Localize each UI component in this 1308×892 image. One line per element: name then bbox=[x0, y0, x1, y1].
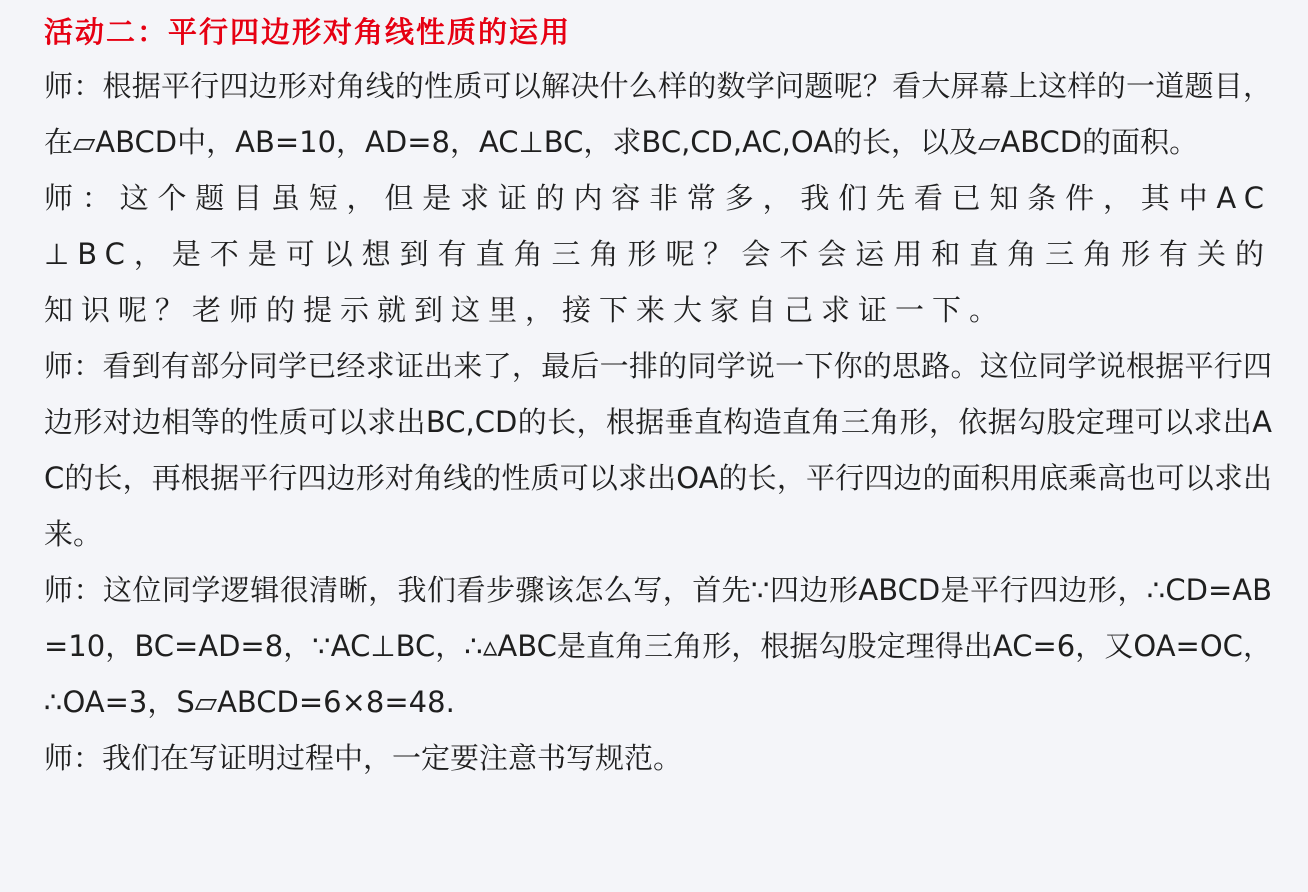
paragraph-2: 师：这个题目虽短，但是求证的内容非常多，我们先看已知条件，其中AC⊥BC，是不是可以想到有直角三角形呢？会不会运用和直角三角形有关的知识呢？老师的提示就到这里，接下来大家自己求证一下。 bbox=[44, 181, 1272, 327]
paragraph-5: 师：我们在写证明过程中，一定要注意书写规范。 bbox=[44, 741, 683, 775]
paragraph-3: 师：看到有部分同学已经求证出来了，最后一排的同学说一下你的思路。这位同学说根据平行四边形对边相等的性质可以求出BC,CD的长，根据垂直构造直角三角形，依据勾股定理可以求出AC的长，再根据平行四边形对角线的性质可以求出OA的长，平行四边的面积用底乘高也可以求出来。 bbox=[44, 349, 1272, 551]
section-title: 活动二：平行四边形对角线性质的运用 bbox=[44, 15, 572, 49]
paragraph-4: 师：这位同学逻辑很清晰，我们看步骤该怎么写，首先∵四边形ABCD是平行四边形，∴CD=AB=10，BC=AD=8，∵AC⊥BC，∴▵ABC是直角三角形，根据勾股定理得出AC=6，又OA=OC，∴OA=3，S▱ABCD=6×8=48. bbox=[44, 573, 1272, 719]
paragraph-1: 师：根据平行四边形对角线的性质可以解决什么样的数学问题呢？看大屏幕上这样的一道题目，在▱ABCD中，AB=10，AD=8，AC⊥BC，求BC,CD,AC,OA的长，以及▱ABCD的面积。 bbox=[44, 69, 1272, 159]
article-body bbox=[44, 6, 1272, 786]
